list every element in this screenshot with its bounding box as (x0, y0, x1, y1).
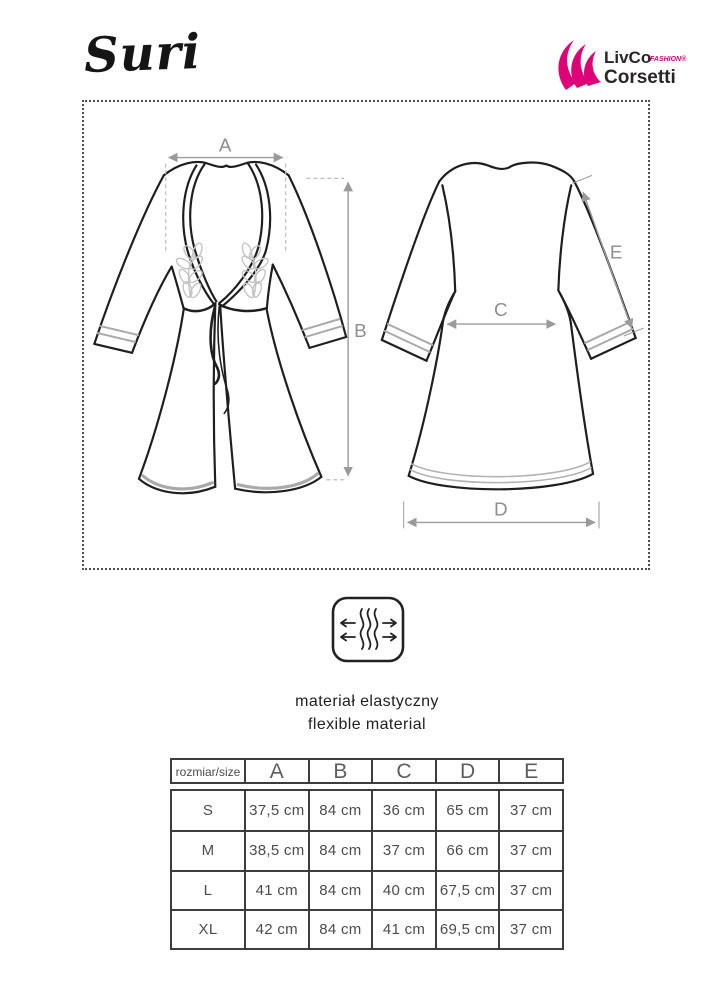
table-row (172, 909, 562, 948)
size-value: 65 cm (435, 791, 499, 830)
size-value: 37 cm (498, 911, 562, 948)
back-view-drawing (382, 163, 636, 490)
material-captions (170, 690, 564, 736)
size-value: 42 cm (244, 911, 308, 948)
page-title: Suri (83, 23, 203, 85)
brand-name-bottom: Corsetti (604, 67, 676, 88)
dimension-e-arrow (583, 192, 632, 328)
table-row (172, 870, 562, 909)
size-value: 37,5 cm (244, 791, 308, 830)
size-value: 37 cm (371, 832, 435, 869)
back-hem-trim (411, 462, 591, 483)
back-cuff-trim (385, 322, 633, 352)
brand-fashion-tag: FASHION® (650, 56, 687, 63)
size-table-header (170, 758, 564, 784)
size-value: 66 cm (435, 832, 499, 869)
dimension-label-b: B (354, 319, 367, 341)
dimension-lines (166, 158, 644, 529)
size-value: 67,5 cm (435, 872, 499, 909)
garment-diagram-box (82, 100, 650, 570)
size-table-body (170, 789, 564, 950)
size-table-col-d: D (435, 760, 499, 784)
size-value: 37 cm (498, 832, 562, 869)
size-table-corner-header: rozmiar/size (175, 765, 241, 779)
size-table-col-c: C (371, 760, 435, 784)
table-row (172, 830, 562, 869)
size-table-col-b: B (308, 760, 372, 784)
size-table-col-a: A (244, 760, 308, 784)
size-label: L (203, 881, 213, 899)
brand-name-top: LivCo (604, 48, 652, 67)
size-value: 37 cm (498, 872, 562, 909)
dimension-label-e: E (609, 241, 623, 263)
brand-swoosh-icon (558, 40, 601, 90)
material-caption-pl: materiał elastyczny (295, 693, 439, 710)
elastic-material-icon (331, 596, 405, 664)
garment-diagram (84, 102, 648, 568)
size-value: 41 cm (244, 872, 308, 909)
size-label: S (202, 802, 214, 820)
size-value: 84 cm (308, 872, 372, 909)
size-value: 84 cm (308, 832, 372, 869)
size-value: 69,5 cm (435, 911, 499, 948)
size-value: 37 cm (498, 791, 562, 830)
material-caption-en: flexible material (308, 716, 426, 733)
dimension-label-c: C (494, 299, 508, 321)
size-value: 36 cm (371, 791, 435, 830)
size-value: 41 cm (371, 911, 435, 948)
dimension-labels (219, 135, 623, 520)
front-view-drawing (94, 162, 346, 493)
dimension-label-d: D (494, 498, 508, 520)
size-table-col-e: E (498, 760, 562, 784)
brand-logo (552, 36, 688, 94)
dimension-guides (166, 163, 344, 479)
dimension-label-a: A (218, 134, 232, 156)
size-value: 40 cm (371, 872, 435, 909)
size-value: 84 cm (308, 791, 372, 830)
size-value: 38,5 cm (244, 832, 308, 869)
front-hem-trim (143, 474, 318, 489)
size-label: XL (198, 920, 218, 938)
size-value: 84 cm (308, 911, 372, 948)
table-row (172, 791, 562, 830)
size-label: M (201, 842, 215, 860)
